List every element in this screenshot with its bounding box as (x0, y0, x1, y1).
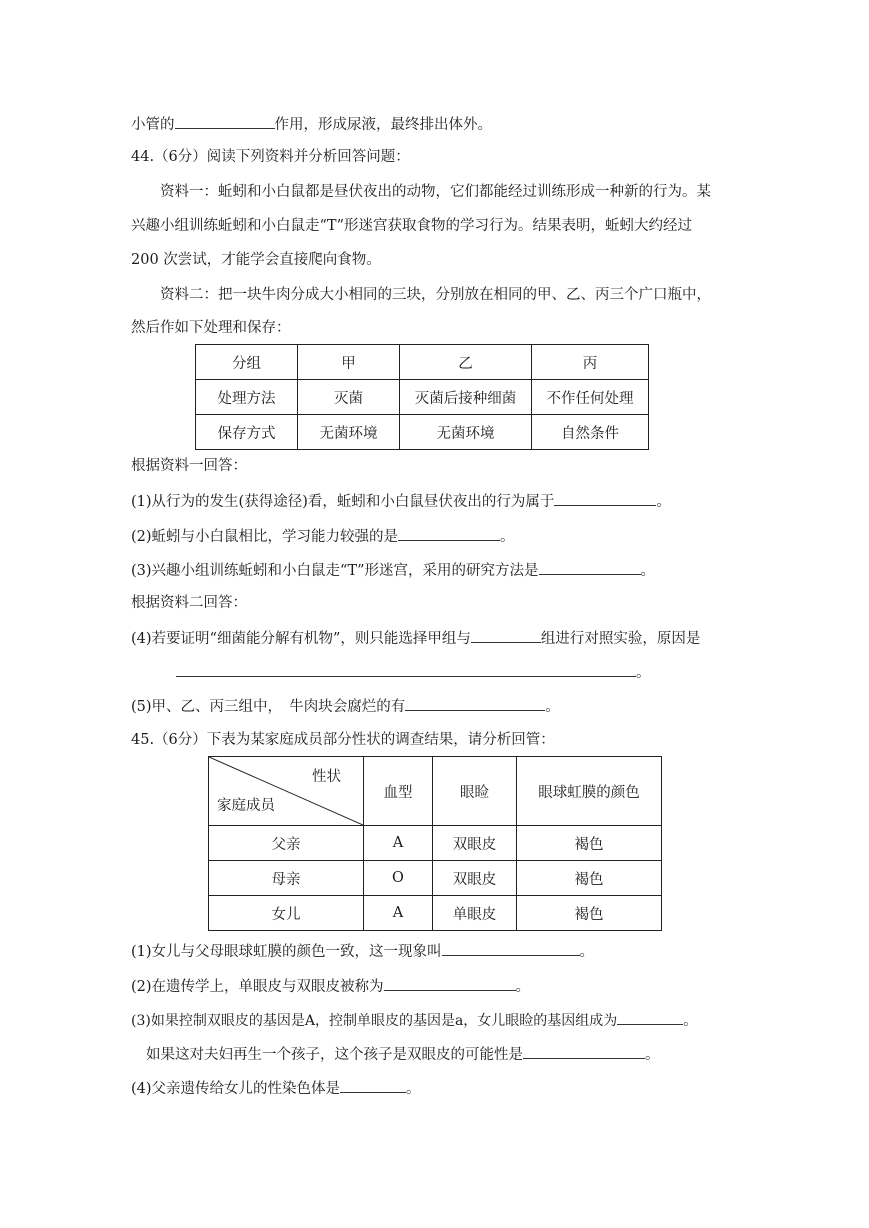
table-cell: 灭菌后接种细菌 (400, 380, 532, 415)
q44-title: 44.（6分）阅读下列资料并分析回答问题： (131, 149, 410, 165)
table-row (209, 896, 662, 931)
table-row (196, 380, 649, 415)
answer-blank[interactable] (405, 695, 545, 711)
answer-blank[interactable] (523, 1043, 645, 1059)
answer-blank[interactable] (617, 1009, 683, 1025)
table-cell: 双眼皮 (433, 826, 517, 861)
table-cell: 单眼皮 (433, 896, 517, 931)
table-cell: 母亲 (209, 861, 364, 896)
q45-sub3-part2: 如果这对夫妇再生一个孩子，这个孩子是双眼皮的可能性是 。 (146, 1043, 660, 1065)
table-cell: 分组 (196, 345, 298, 380)
q44-sub2: (2)蚯蚓与小白鼠相比，学习能力较强的是 。 (131, 525, 515, 547)
table-cell: A (364, 826, 433, 861)
q45-sub1: (1)女儿与父母眼球虹膜的颜色一致，这一现象叫 。 (131, 940, 594, 962)
table-cell: 眼球虹膜的颜色 (517, 757, 662, 826)
table-cell: O (364, 861, 433, 896)
basis2-heading: 根据资料二回答： (131, 595, 247, 611)
table-cell: 父亲 (209, 826, 364, 861)
beef-experiment-table (195, 344, 649, 450)
material1-line1: 资料一：蚯蚓和小白鼠都是昼伏夜出的动物，它们都能经过训练形成一种新的行为。某 (160, 184, 711, 200)
answer-blank[interactable] (176, 661, 636, 677)
table-cell: 眼睑 (433, 757, 517, 826)
answer-blank[interactable] (384, 975, 516, 991)
table-cell: A (364, 896, 433, 931)
table-cell: 褐色 (517, 826, 662, 861)
answer-blank[interactable] (471, 627, 541, 643)
q45-sub2: (2)在遗传学上，单眼皮与双眼皮被称为 。 (131, 975, 530, 997)
diagonal-header-cell (209, 757, 364, 826)
diag-label-member: 家庭成员 (217, 798, 275, 814)
q45-sub3: (3)如果控制双眼皮的基因是A，控制单眼皮的基因是a，女儿眼睑的基因组成为 。 (131, 1009, 697, 1031)
answer-blank[interactable] (442, 940, 580, 956)
table-cell: 褐色 (517, 861, 662, 896)
table-cell: 自然条件 (532, 415, 649, 450)
answer-blank[interactable] (175, 113, 275, 129)
table-cell: 无菌环境 (298, 415, 400, 450)
material1-line3: 200 次尝试，才能学会直接爬向食物。 (131, 252, 381, 268)
table-cell: 不作任何处理 (532, 380, 649, 415)
table-row (209, 861, 662, 896)
answer-blank[interactable] (554, 490, 656, 506)
material2-line1: 资料二：把一块牛肉分成大小相同的三块，分别放在相同的甲、乙、丙三个广口瓶中， (160, 287, 711, 303)
q45-sub4: (4)父亲遗传给女儿的性染色体是 。 (131, 1077, 421, 1099)
table-row (209, 826, 662, 861)
table-cell: 处理方法 (196, 380, 298, 415)
table-cell: 血型 (364, 757, 433, 826)
family-traits-table (208, 756, 662, 931)
q44-sub5: (5)甲、乙、丙三组中， 牛肉块会腐烂的有 。 (131, 695, 560, 717)
table-cell: 褐色 (517, 896, 662, 931)
table-cell: 乙 (400, 345, 532, 380)
diag-label-trait: 性状 (312, 769, 341, 785)
table-row (196, 415, 649, 450)
table-cell: 甲 (298, 345, 400, 380)
table-header-row (196, 345, 649, 380)
table-cell: 丙 (532, 345, 649, 380)
table-header-row (209, 757, 662, 826)
answer-blank[interactable] (539, 559, 641, 575)
table-cell: 灭菌 (298, 380, 400, 415)
table-cell: 保存方式 (196, 415, 298, 450)
table-cell: 女儿 (209, 896, 364, 931)
table-cell: 无菌环境 (400, 415, 532, 450)
material1-line2: 兴趣小组训练蚯蚓和小白鼠走“T”形迷宫获取食物的学习行为。结果表明，蚯蚓大约经过 (131, 218, 692, 234)
q44-sub4: (4)若要证明“细菌能分解有机物”，则只能选择甲组与 组进行对照实验，原因是 (131, 627, 700, 649)
q44-sub3: (3)兴趣小组训练蚯蚓和小白鼠走“T”形迷宫，采用的研究方法是 。 (131, 559, 655, 581)
table-cell: 双眼皮 (433, 861, 517, 896)
answer-blank[interactable] (398, 525, 500, 541)
q44-sub1: (1)从行为的发生(获得途径)看，蚯蚓和小白鼠昼伏夜出的行为属于 。 (131, 490, 671, 512)
answer-blank[interactable] (340, 1077, 406, 1093)
q45-title: 45.（6分）下表为某家庭成员部分性状的调查结果，请分析回管： (131, 732, 555, 748)
material2-line2: 然后作如下处理和保存： (131, 320, 291, 336)
continued-line: 小管的 作用，形成尿液，最终排出体外。 (131, 113, 492, 135)
q44-sub4-reason: 。 (176, 661, 651, 683)
basis1-heading: 根据资料一回答： (131, 458, 247, 474)
